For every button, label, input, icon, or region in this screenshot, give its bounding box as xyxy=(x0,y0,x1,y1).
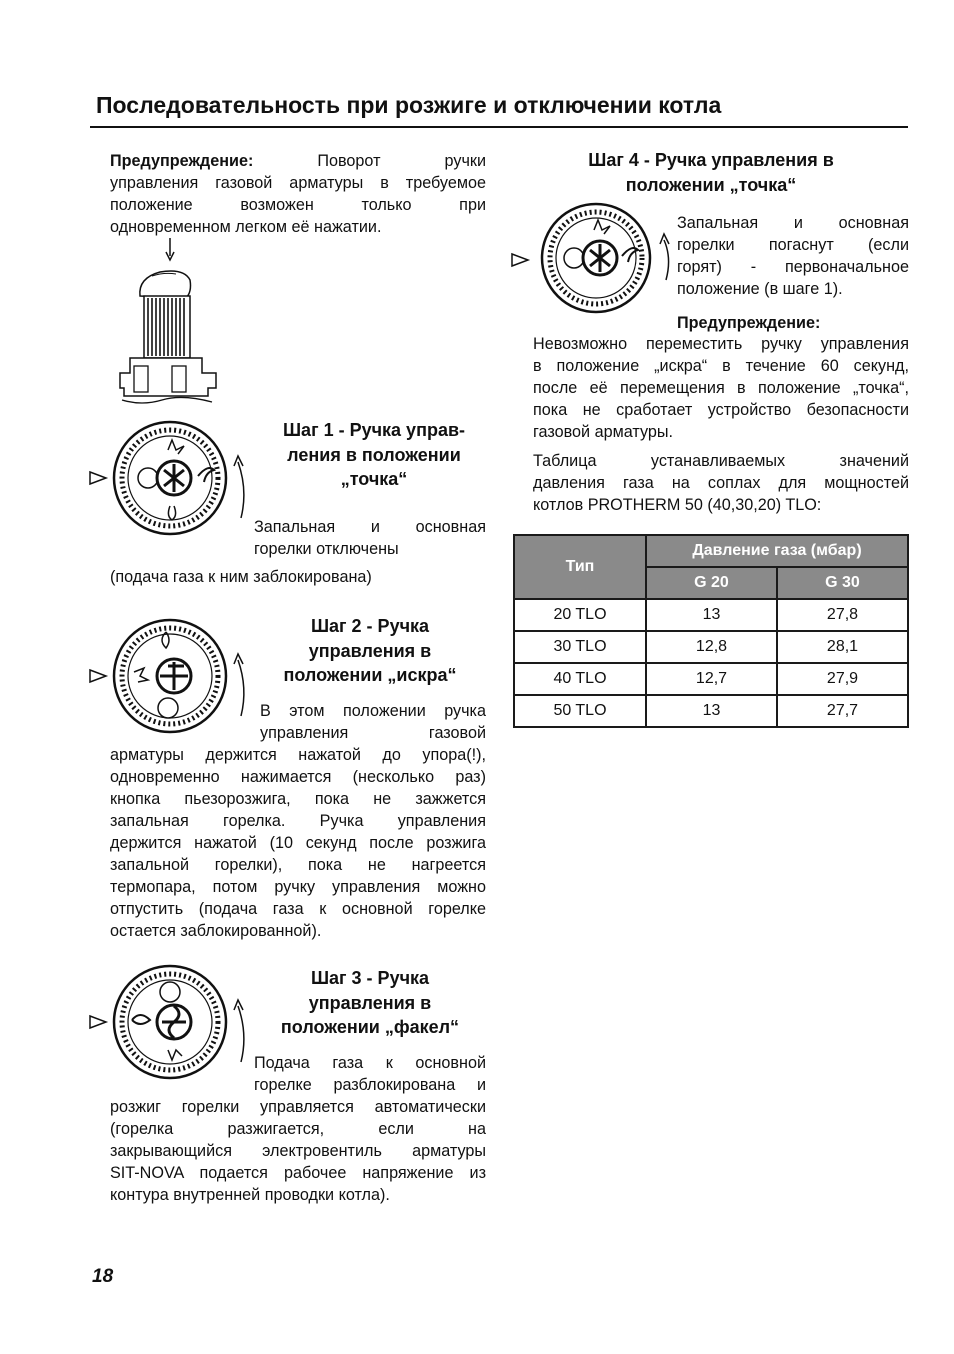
step1-title-line: ления в положении xyxy=(287,444,461,465)
cell-g20: 12,7 xyxy=(646,663,777,695)
table-intro-line: Таблица устанавливаемых значений xyxy=(533,452,909,470)
step4-title-line: Шаг 4 - Ручка управления в xyxy=(588,150,834,170)
step2-text-short xyxy=(260,700,486,744)
pointer-triangle-icon xyxy=(90,670,106,682)
table-header-row xyxy=(514,535,908,567)
step4-text-line: горят) - первоначальное xyxy=(677,258,909,276)
step4-title xyxy=(532,148,890,197)
step3-control-dial-icon xyxy=(88,964,258,1084)
page-title: Последовательность при розжиге и отключении котла xyxy=(96,92,722,118)
cell-g30: 27,9 xyxy=(777,663,908,695)
cell-g30: 28,1 xyxy=(777,631,908,663)
step2-text-line: В этом положении ручка xyxy=(260,702,486,720)
step4-title-line: положении „точка“ xyxy=(625,174,797,195)
step2-text xyxy=(110,744,486,942)
header-g30: G 30 xyxy=(777,567,908,599)
step2-text-line: одновременно нажимается (несколько раз) xyxy=(110,768,486,786)
step2-text-line: запальной горелки), пока не нагреется xyxy=(110,856,486,874)
table-intro-line: давления газа на соплах для мощностей xyxy=(533,474,909,492)
header-type: Тип xyxy=(514,535,646,599)
table-row xyxy=(514,599,908,631)
step3-text-line: (горелка разжигается, если на xyxy=(110,1120,486,1138)
step3-text xyxy=(110,1096,486,1206)
gas-pressure-table xyxy=(513,534,909,728)
warning-line: положение возможен только при xyxy=(110,196,486,214)
step2-text-line: отпустить (подача газа к основной горелке xyxy=(110,900,486,918)
step1-text xyxy=(254,516,486,560)
warning2-label: Предупреждение: xyxy=(677,314,821,332)
warning-label: Предупреждение: xyxy=(110,152,254,170)
step3-text-line: закрывающийся электровентиль арматуры xyxy=(110,1142,486,1160)
warning-line: управления газовой арматуры в требуемое xyxy=(110,174,486,192)
step3-text-line: контура внутренней проводки котла). xyxy=(110,1186,390,1204)
rotation-arrow-icon xyxy=(664,240,669,280)
step2-text-line: управления газовой xyxy=(260,724,486,742)
page-number: 18 xyxy=(92,1266,114,1287)
warning-first-line-rest: Поворот ручки xyxy=(317,152,486,170)
cell-g20: 13 xyxy=(646,695,777,727)
step4-text-line: положение (в шаге 1). xyxy=(677,280,843,298)
knob-press-illustration xyxy=(112,238,222,413)
cell-g30: 27,7 xyxy=(777,695,908,727)
step4-text-line: горелки погаснут (если xyxy=(677,236,909,254)
step4-text xyxy=(677,212,909,300)
step2-text-line: кнопка пьезорозжига, пока не зажжется xyxy=(110,790,486,808)
table-intro xyxy=(533,450,909,516)
step2-text-line: термопара, потом ручку управления можно xyxy=(110,878,486,896)
step4-control-dial-icon xyxy=(510,202,680,322)
cell-g30: 27,8 xyxy=(777,599,908,631)
warning-line: одновременном легком её нажатии. xyxy=(110,218,382,236)
step2-title-line: положении „искра“ xyxy=(283,665,457,685)
cell-g20: 13 xyxy=(646,599,777,631)
step2-text-line: остается заблокированной). xyxy=(110,922,322,940)
cell-type: 20 TLO xyxy=(514,599,646,631)
warning-block-1 xyxy=(110,150,486,238)
title-divider xyxy=(90,126,908,128)
pointer-triangle-icon xyxy=(90,472,106,484)
step3-title-line: Шаг 3 - Ручка xyxy=(310,968,430,988)
warning2-text xyxy=(533,333,909,443)
warning2-line: после её перемещения в положение „точка“, xyxy=(533,379,909,397)
warning2-line: пока не сработает устройство безопасности xyxy=(533,401,909,419)
warning2-line: газовой арматуры. xyxy=(533,423,673,441)
table-row xyxy=(514,695,908,727)
step1-text-line: Запальная и основная xyxy=(254,518,486,536)
pointer-triangle-icon xyxy=(90,1016,106,1028)
table-intro-line: котлов PROTHERM 50 (40,30,20) TLO: xyxy=(533,496,822,514)
step3-title-line: управления в xyxy=(308,992,432,1013)
step3-title-line: положении „факел“ xyxy=(280,1017,460,1037)
rotation-arrow-icon xyxy=(238,660,244,716)
rotation-arrow-icon xyxy=(238,1006,244,1062)
pointer-triangle-icon xyxy=(512,254,528,266)
warning-first-line xyxy=(110,150,486,172)
step3-text-line: розжиг горелки управляется автоматически xyxy=(110,1098,486,1116)
step2-text-line: держится нажатой (10 секунд после розжига xyxy=(110,834,486,852)
table-row xyxy=(514,631,908,663)
step3-text-line: SIT-NOVA подается рабочее напряжение из xyxy=(110,1164,486,1182)
header-g20: G 20 xyxy=(646,567,777,599)
header-pressure: Давление газа (мбар) xyxy=(646,535,908,567)
step2-title xyxy=(262,614,478,688)
step3-text-line: горелке разблокирована и xyxy=(254,1076,486,1094)
step2-control-dial-icon xyxy=(88,618,258,738)
step2-text-line: запальная горелка. Ручка управления xyxy=(110,812,486,830)
cell-type: 30 TLO xyxy=(514,631,646,663)
step1-title-line: Шаг 1 - Ручка управ- xyxy=(282,420,466,440)
cell-g20: 12,8 xyxy=(646,631,777,663)
warning2-line: в положение „искра“ в течение 60 секунд, xyxy=(533,357,909,375)
cell-type: 50 TLO xyxy=(514,695,646,727)
step1-text-after: (подача газа к ним заблокирована) xyxy=(110,568,372,586)
step2-text-line: арматуры держится нажатой до упора(!), xyxy=(110,746,486,764)
step1-title xyxy=(262,418,486,492)
step1-text-line: горелки отключены xyxy=(254,540,399,558)
step3-text-line: Подача газа к основной xyxy=(254,1054,486,1072)
rotation-arrow-icon xyxy=(238,462,244,518)
step3-text-short xyxy=(254,1052,486,1096)
step4-text-line: Запальная и основная xyxy=(677,214,909,232)
cell-type: 40 TLO xyxy=(514,663,646,695)
warning2-line: Невозможно переместить ручку управления xyxy=(533,335,909,353)
step3-title xyxy=(262,966,478,1040)
step2-title-line: управления в xyxy=(308,640,432,661)
step1-title-line: „точка“ xyxy=(340,469,408,489)
step1-control-dial-icon xyxy=(88,420,258,540)
step2-title-line: Шаг 2 - Ручка xyxy=(310,616,430,636)
table-row xyxy=(514,663,908,695)
